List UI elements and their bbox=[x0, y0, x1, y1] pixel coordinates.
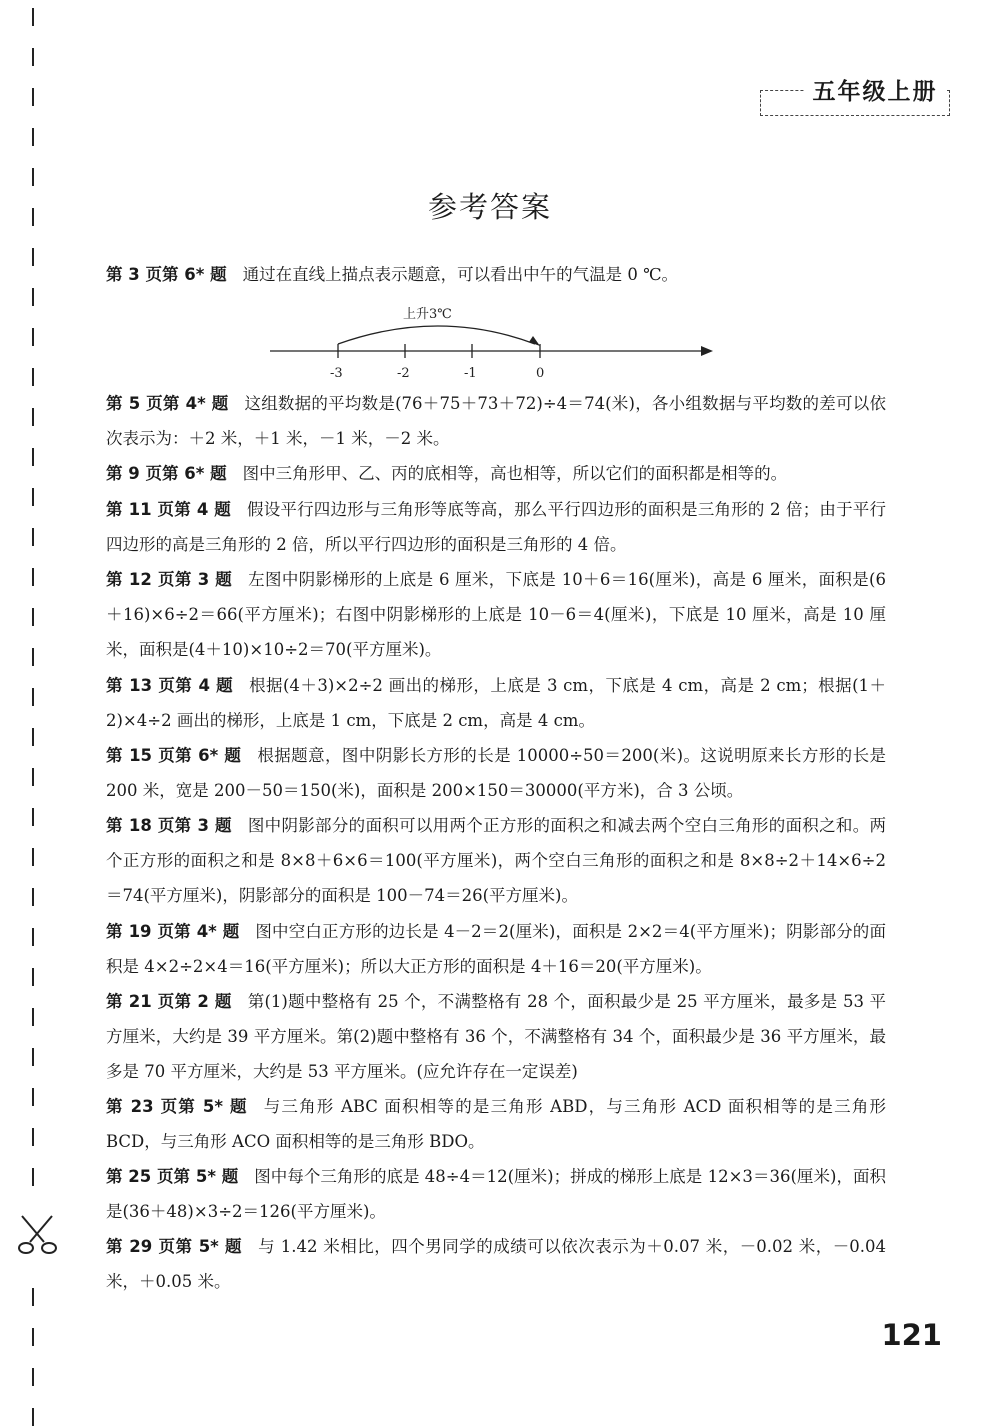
answer-text: 这组数据的平均数是(76＋75＋73＋72)÷4＝74(米)，各小组数据与平均数的差可以依次表示为：＋2 米，＋1 米，－1 米，－2 米。 bbox=[106, 394, 886, 448]
answer-label: 第 13 页第 4 题 bbox=[106, 676, 234, 695]
answer-text: 图中三角形甲、乙、丙的底相等，高也相等，所以它们的面积都是相等的。 bbox=[242, 464, 788, 483]
answer-label: 第 12 页第 3 题 bbox=[106, 570, 233, 589]
answer-text: 图中阴影部分的面积可以用两个正方形的面积之和减去两个空白三角形的面积之和。两个正方形的面积之和是 8×8＋6×6＝100(平方厘米)，两个空白三角形的面积之和是 8×8÷2＋14×6÷2＝74(平方厘米)，阴影部分的面积是 100－74＝26(平方厘米)。 bbox=[106, 816, 887, 905]
scissors-icon bbox=[14, 1212, 62, 1256]
answer-item bbox=[106, 1159, 886, 1229]
cut-line-dash bbox=[32, 328, 34, 346]
cut-line-dash bbox=[32, 488, 34, 506]
cut-line-dash bbox=[32, 128, 34, 146]
cut-line-dash bbox=[32, 568, 34, 586]
arrowhead-icon bbox=[701, 346, 713, 356]
answer-label: 第 5 页第 4* 题 bbox=[106, 394, 229, 413]
cut-line-dash bbox=[32, 1088, 34, 1106]
answer-label: 第 18 页第 3 题 bbox=[106, 816, 232, 835]
cut-line-dash bbox=[32, 808, 34, 826]
cut-line-dash bbox=[32, 48, 34, 66]
answer-label: 第 3 页第 6* 题 bbox=[106, 265, 227, 284]
answer-text: 左图中阴影梯形的上底是 6 厘米，下底是 10＋6＝16(厘米)，高是 6 厘米，面积是(6＋16)×6÷2＝66(平方厘米)；右图中阴影梯形的上底是 10－6＝4(厘米)，下底是 10 厘米，高是 10 厘米，面积是(4＋10)×10÷2＝70(平方厘米)。 bbox=[106, 570, 886, 659]
page-title: 参考答案 bbox=[427, 190, 552, 224]
answer-label: 第 29 页第 5* 题 bbox=[106, 1237, 243, 1256]
answer-item bbox=[106, 257, 886, 292]
cut-line-dash bbox=[32, 968, 34, 986]
answer-item bbox=[106, 562, 886, 667]
cut-line-dash bbox=[32, 1288, 34, 1306]
cut-line-dash bbox=[32, 768, 34, 786]
tick-label: -3 bbox=[330, 366, 343, 381]
cut-line-dash bbox=[32, 1168, 34, 1186]
cut-line-dash bbox=[32, 928, 34, 946]
cut-line-dash bbox=[32, 248, 34, 266]
answer-label: 第 11 页第 4 题 bbox=[106, 500, 231, 519]
answer-label: 第 25 页第 5* 题 bbox=[106, 1167, 239, 1186]
answer-text: 假设平行四边形与三角形等底等高，那么平行四边形的面积是三角形的 2 倍；由于平行四边形的高是三角形的 2 倍，所以平行四边形的面积是三角形的 4 倍。 bbox=[106, 500, 886, 554]
number-line-diagram bbox=[265, 300, 725, 385]
cut-line-dash bbox=[32, 1048, 34, 1066]
answer-text: 第(1)题中整格有 25 个，不满整格有 28 个，面积最少是 25 平方厘米，最多是 53 平方厘米，大约是 39 平方厘米。第(2)题中整格有 36 个，不满整格有 34 个，面积最少是 36 平方厘米，最多是 70 平方厘米，大约是 53 平方厘米。(应允许存在一定误差) bbox=[106, 992, 886, 1081]
cut-line-dash bbox=[32, 1328, 34, 1346]
tick-label: -2 bbox=[397, 366, 410, 381]
cut-line-dash bbox=[32, 88, 34, 106]
cut-line-dash bbox=[32, 608, 34, 626]
answer-item bbox=[106, 492, 886, 562]
cut-line-dash bbox=[32, 288, 34, 306]
cut-line-dash bbox=[32, 448, 34, 466]
cut-line-dash bbox=[32, 1128, 34, 1146]
answer-item bbox=[106, 1089, 886, 1159]
answer-text: 图中每个三角形的底是 48÷4＝12(厘米)；拼成的梯形上底是 12×3＝36(厘米)，面积是(36＋48)×3÷2＝126(平方厘米)。 bbox=[106, 1167, 886, 1221]
answer-item bbox=[106, 808, 886, 913]
cut-line-dash bbox=[32, 1008, 34, 1026]
answer-text: 图中空白正方形的边长是 4－2＝2(厘米)，面积是 2×2＝4(平方厘米)；阴影部分的面积是 4×2÷2×4＝16(平方厘米)；所以大正方形的面积是 4＋16＝20(平方厘米)。 bbox=[106, 922, 886, 976]
answer-label: 第 9 页第 6* 题 bbox=[106, 464, 227, 483]
cut-line-dash bbox=[32, 368, 34, 386]
tick-label: -1 bbox=[464, 366, 477, 381]
cut-line-dash bbox=[32, 168, 34, 186]
cut-line-dash bbox=[32, 688, 34, 706]
cut-line-dash bbox=[32, 848, 34, 866]
answer-text: 与三角形 ABC 面积相等的是三角形 ABD，与三角形 ACD 面积相等的是三角形 BCD，与三角形 ACO 面积相等的是三角形 BDO。 bbox=[106, 1097, 886, 1151]
answer-item bbox=[106, 1229, 886, 1299]
grade-label: 五年级上册 bbox=[805, 72, 945, 106]
page-number: 121 bbox=[881, 1318, 942, 1352]
answer-label: 第 15 页第 6* 题 bbox=[106, 746, 242, 765]
answer-item bbox=[106, 456, 886, 491]
cut-line-dash bbox=[32, 888, 34, 906]
tick-label: 0 bbox=[536, 366, 545, 381]
cut-line-dash bbox=[32, 648, 34, 666]
answer-label: 第 21 页第 2 题 bbox=[106, 992, 232, 1011]
cut-line-dash bbox=[32, 1368, 34, 1386]
rise-label: 上升3℃ bbox=[403, 307, 452, 322]
cut-line-dash bbox=[32, 8, 34, 26]
answer-item bbox=[106, 386, 886, 456]
answer-label: 第 23 页第 5* 题 bbox=[106, 1097, 248, 1116]
answer-text: 通过在直线上描点表示题意，可以看出中午的气温是 0 ℃。 bbox=[242, 265, 679, 284]
answer-item bbox=[106, 914, 886, 984]
cut-line-dash bbox=[32, 1408, 34, 1426]
answer-text: 根据(4＋3)×2÷2 画出的梯形，上底是 3 cm，下底是 4 cm，高是 2 cm；根据(1＋2)×4÷2 画出的梯形，上底是 1 cm，下底是 2 cm，高是 4 cm。 bbox=[106, 676, 886, 730]
answer-label: 第 19 页第 4* 题 bbox=[106, 922, 240, 941]
answer-text: 根据题意，图中阴影长方形的长是 10000÷50＝200(米)。这说明原来长方形的长是 200 米，宽是 200－50＝150(米)，面积是 200×150＝30000(平方米)，合 3 公顷。 bbox=[106, 746, 886, 800]
cut-line-dash bbox=[32, 528, 34, 546]
answer-item bbox=[106, 984, 886, 1089]
answer-item bbox=[106, 738, 886, 808]
cut-line-dash bbox=[32, 728, 34, 746]
rise-arrow bbox=[338, 326, 535, 344]
answer-text: 与 1.42 米相比，四个男同学的成绩可以依次表示为＋0.07 米，－0.02 米，－0.04 米，＋0.05 米。 bbox=[106, 1237, 886, 1291]
cut-line-dash bbox=[32, 408, 34, 426]
answer-item bbox=[106, 668, 886, 738]
